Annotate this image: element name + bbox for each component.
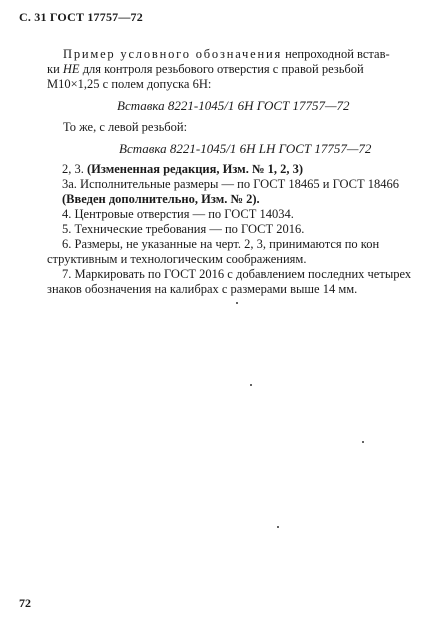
example-line1-rest: непроходной встав- (285, 47, 390, 61)
left-thread-caption: То же, с левой резьбой: (63, 120, 188, 134)
page-number: 72 (19, 596, 31, 610)
designation-right-thread: Вставка 8221-1045/1 6Н ГОСТ 17757—72 (117, 98, 350, 113)
item-2-3-num: 2, 3. (62, 162, 84, 176)
item-2-3 (62, 162, 303, 177)
item-2-3-note: (Измененная редакция, Изм. № 1, 2, 3) (87, 162, 304, 176)
header-standard: ГОСТ 17757—72 (49, 10, 143, 24)
scan-speck (236, 302, 238, 304)
item-3a: 3а. Исполнительные размеры — по ГОСТ 18465 и ГОСТ 18466 (62, 177, 400, 191)
example-line2-rest: для контроля резьбового отверстия с правой резьбой (82, 62, 364, 76)
example-ne: НЕ (62, 62, 80, 76)
scan-speck (277, 526, 279, 528)
scan-speck (250, 384, 252, 386)
item-7-line-2: знаков обозначения на калибрах с размерами выше 14 мм. (47, 282, 358, 296)
header-page: С. 31 (19, 10, 47, 24)
example-line2-pre: ки (47, 62, 60, 76)
example-line-3: М10×1,25 с полем допуска 6Н: (47, 77, 212, 91)
item-6-line-1: 6. Размеры, не указанные на черт. 2, 3, принимаются по кон (62, 237, 380, 251)
item-4: 4. Центровые отверстия — по ГОСТ 14034. (62, 207, 294, 221)
example-line-1 (63, 47, 390, 62)
item-6-line-2: структивным и технологическим соображениям. (47, 252, 307, 266)
item-3a-note: (Введен дополнительно, Изм. № 2). (62, 192, 260, 206)
page-header (19, 10, 143, 25)
item-5: 5. Технические требования — по ГОСТ 2016. (62, 222, 305, 236)
item-7-line-1: 7. Маркировать по ГОСТ 2016 с добавлением последних четырех (62, 267, 412, 281)
example-heading: Пример условного обозначения (63, 47, 283, 61)
example-line-2 (47, 62, 364, 77)
scan-speck (362, 441, 364, 443)
designation-left-thread: Вставка 8221-1045/1 6Н LН ГОСТ 17757—72 (119, 141, 372, 156)
